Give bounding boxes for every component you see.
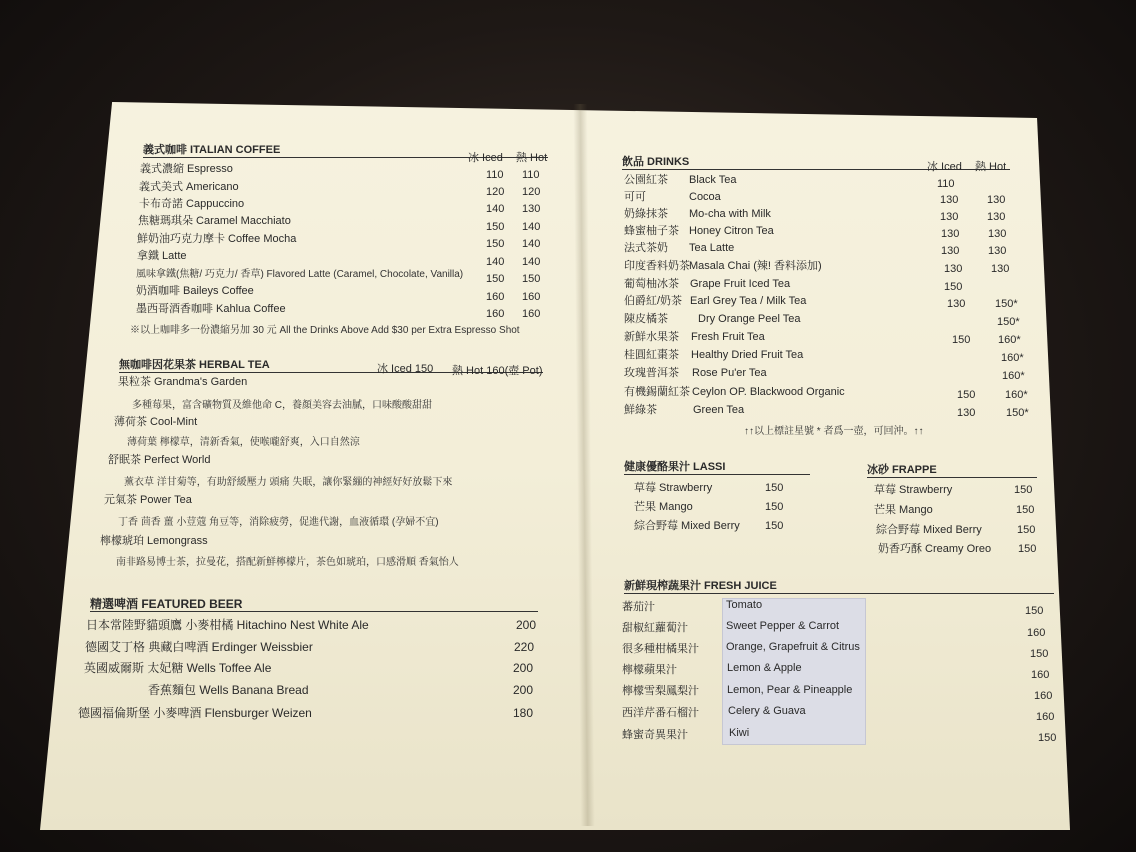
coffee-item-name: 奶酒咖啡 Baileys Coffee bbox=[136, 285, 254, 297]
drink-hot: 130 bbox=[987, 211, 1006, 223]
coffee-item-hot: 160 bbox=[522, 291, 541, 303]
herbal-tea-name: 舒眠茶 Perfect World bbox=[108, 454, 211, 466]
drink-hot: 160* bbox=[1002, 370, 1025, 382]
drink-hot: 150* bbox=[1006, 407, 1029, 419]
beer-item-name: 日本常陸野貓頭鷹 小麥柑橘 Hitachino Nest White Ale bbox=[86, 618, 369, 632]
lassi-item-price: 150 bbox=[765, 501, 784, 513]
drink-hot: 160* bbox=[1001, 352, 1024, 364]
fresh-juice-title: 新鮮現榨蔬果汁 FRESH JUICE bbox=[624, 579, 1054, 594]
drink-en: Honey Citron Tea bbox=[689, 225, 774, 237]
drink-zh: 新鮮水果茶 bbox=[624, 331, 679, 343]
drink-iced: 150 bbox=[957, 389, 976, 401]
coffee-item-name: 義式濃縮 Espresso bbox=[140, 163, 233, 175]
juice-zh: 西洋芹番石榴汁 bbox=[622, 707, 699, 719]
drink-iced: 130 bbox=[944, 263, 963, 275]
herbal-tea-title: 無咖啡因花果茶 HERBAL TEA bbox=[119, 358, 543, 373]
drink-zh: 印度香料奶茶 bbox=[624, 260, 690, 272]
juice-price: 150 bbox=[1038, 732, 1057, 744]
frappe-item-name: 綜合野莓 Mixed Berry bbox=[876, 524, 982, 536]
beer-item-price: 180 bbox=[513, 706, 534, 720]
juice-price: 160 bbox=[1027, 627, 1046, 639]
drink-zh: 法式茶奶 bbox=[624, 242, 668, 254]
beer-item-name: 德國艾丁格 典藏白啤酒 Erdinger Weissbier bbox=[85, 640, 313, 654]
drink-zh: 蜂蜜柚子茶 bbox=[624, 225, 679, 237]
herbal-tea-name: 檸檬琥珀 Lemongrass bbox=[100, 535, 208, 547]
juice-en: Celery & Guava bbox=[728, 705, 806, 717]
drink-zh: 葡萄柚冰茶 bbox=[624, 278, 679, 290]
coffee-item-iced: 110 bbox=[486, 169, 504, 181]
herbal-tea-price-hot: 熱 Hot 160(壺 Pot) bbox=[452, 365, 543, 377]
beer-item-price: 200 bbox=[513, 661, 534, 675]
juice-zh: 很多種柑橘果汁 bbox=[622, 643, 699, 655]
coffee-item-hot: 140 bbox=[522, 256, 541, 268]
herbal-tea-desc: 薰衣草 洋甘菊等，有助舒緩壓力 頭痛 失眠，讓你緊繃的神經好好放鬆下來 bbox=[124, 477, 453, 488]
drink-iced: 130 bbox=[941, 228, 960, 240]
drink-iced: 110 bbox=[937, 178, 955, 190]
coffee-item-name: 卡布奇諾 Cappuccino bbox=[139, 198, 245, 210]
coffee-item-hot: 140 bbox=[522, 221, 541, 233]
drink-zh: 奶綠抹茶 bbox=[624, 208, 668, 220]
coffee-item-name: 墨西哥酒香咖啡 Kahlua Coffee bbox=[136, 303, 286, 315]
coffee-item-iced: 160 bbox=[486, 308, 505, 320]
drink-hot: 150* bbox=[995, 298, 1018, 310]
drink-hot: 130 bbox=[988, 228, 1007, 240]
drink-en: Earl Grey Tea / Milk Tea bbox=[690, 295, 807, 307]
drink-zh: 陳皮橘茶 bbox=[624, 313, 668, 325]
juice-en: Lemon & Apple bbox=[727, 662, 802, 674]
drink-hot: 160* bbox=[1005, 389, 1028, 401]
drink-hot: 160* bbox=[998, 334, 1021, 346]
beer-item-price: 200 bbox=[516, 618, 537, 632]
juice-zh: 甜椒紅蘿蔔汁 bbox=[622, 622, 688, 634]
coffee-item-iced: 120 bbox=[486, 186, 505, 198]
drink-en: Dry Orange Peel Tea bbox=[698, 313, 801, 325]
drink-hot: 150* bbox=[997, 316, 1020, 328]
juice-price: 160 bbox=[1036, 711, 1055, 723]
herbal-tea-name: 元氣茶 Power Tea bbox=[104, 494, 192, 506]
juice-price: 160 bbox=[1034, 690, 1053, 702]
beer-item-price: 220 bbox=[514, 640, 535, 654]
juice-en: Lemon, Pear & Pineapple bbox=[727, 684, 853, 696]
drink-zh: 可可 bbox=[624, 191, 646, 203]
drink-en: Mo-cha with Milk bbox=[689, 208, 771, 220]
herbal-tea-name: 薄荷茶 Cool-Mint bbox=[114, 416, 198, 428]
beer-item-price: 200 bbox=[513, 683, 534, 697]
coffee-item-iced: 150 bbox=[486, 273, 505, 285]
drink-en: Fresh Fruit Tea bbox=[691, 331, 765, 343]
frappe-item-price: 150 bbox=[1018, 543, 1037, 555]
coffee-item-iced: 140 bbox=[486, 256, 505, 268]
coffee-item-hot: 150 bbox=[522, 273, 541, 285]
herbal-tea-desc: 南非路易博士茶，拉曼花，搭配新鮮檸檬片，茶色如琥珀，口感滑順 香氣怡人 bbox=[116, 557, 459, 568]
drink-zh: 鮮綠茶 bbox=[624, 404, 657, 416]
drink-en: Rose Pu'er Tea bbox=[692, 367, 767, 379]
drink-en: Green Tea bbox=[693, 404, 745, 416]
drink-en: Black Tea bbox=[689, 174, 737, 186]
coffee-item-name: 焦糖瑪琪朵 Caramel Macchiato bbox=[138, 215, 291, 227]
drink-zh: 公園紅茶 bbox=[624, 174, 668, 186]
frappe-item-price: 150 bbox=[1017, 524, 1036, 536]
coffee-item-hot: 110 bbox=[522, 169, 540, 181]
coffee-item-hot: 160 bbox=[522, 308, 541, 320]
drink-en: Ceylon OP. Blackwood Organic bbox=[692, 386, 845, 398]
frappe-item-price: 150 bbox=[1016, 504, 1035, 516]
drink-iced: 130 bbox=[940, 211, 959, 223]
italian-coffee-title: 義式咖啡 ITALIAN COFFEE bbox=[143, 143, 548, 158]
lassi-item-price: 150 bbox=[765, 520, 784, 532]
drink-en: Cocoa bbox=[689, 191, 721, 203]
drink-iced: 150 bbox=[944, 281, 963, 293]
drink-iced: 130 bbox=[940, 194, 959, 206]
juice-zh: 檸檬雪梨鳳梨汁 bbox=[622, 685, 699, 697]
drink-hot: 130 bbox=[987, 194, 1006, 206]
juice-en: Sweet Pepper & Carrot bbox=[726, 620, 840, 632]
frappe-item-name: 奶香巧酥 Creamy Oreo bbox=[878, 543, 992, 555]
drink-en: Grape Fruit Iced Tea bbox=[690, 278, 791, 290]
lassi-item-name: 綜合野莓 Mixed Berry bbox=[634, 520, 740, 532]
coffee-item-name: 風味拿鐵(焦糖/ 巧克力/ 香草) Flavored Latte (Caramel, Chocolate, Vanilla) bbox=[136, 269, 464, 280]
frappe-item-name: 草莓 Strawberry bbox=[874, 484, 953, 496]
juice-en: Kiwi bbox=[729, 727, 750, 739]
herbal-tea-desc: 多種莓果，富含礦物質及維他命 C，養顏美容去油膩，口味酸酸甜甜 bbox=[132, 400, 432, 411]
beer-item-name: 香蕉麵包 Wells Banana Bread bbox=[148, 683, 309, 697]
juice-zh: 蜂蜜奇異果汁 bbox=[622, 729, 688, 741]
drinks-col-iced: 冰 Iced bbox=[927, 161, 962, 173]
drinks-title: 飲品 DRINKS bbox=[622, 155, 1010, 170]
italian-coffee-col-hot: 熱 Hot bbox=[516, 152, 548, 164]
coffee-item-name: 義式美式 Americano bbox=[139, 181, 239, 193]
drink-en: Masala Chai (辣! 香料添加) bbox=[689, 260, 822, 272]
coffee-item-name: 鮮奶油巧克力摩卡 Coffee Mocha bbox=[137, 233, 297, 245]
coffee-item-iced: 160 bbox=[486, 291, 505, 303]
coffee-note: ※以上咖啡多一份濃縮另加 30 元 All the Drinks Above Add $30 per Extra Espresso Shot bbox=[130, 325, 520, 336]
drink-iced: 130 bbox=[947, 298, 966, 310]
drink-zh: 玫瑰普洱茶 bbox=[624, 367, 679, 379]
beer-item-name: 英國威爾斯 太妃糖 Wells Toffee Ale bbox=[84, 661, 272, 675]
coffee-item-hot: 130 bbox=[522, 203, 541, 215]
drink-en: Tea Latte bbox=[689, 242, 735, 254]
coffee-item-hot: 140 bbox=[522, 238, 541, 250]
coffee-item-iced: 150 bbox=[486, 221, 505, 233]
lassi-title: 健康優酪果汁 LASSI bbox=[624, 460, 810, 475]
coffee-item-hot: 120 bbox=[522, 186, 541, 198]
herbal-tea-price-iced: 冰 Iced 150 bbox=[377, 363, 434, 375]
juice-zh: 蕃茄汁 bbox=[622, 601, 655, 613]
frappe-title: 冰砂 FRAPPE bbox=[867, 463, 1037, 478]
juice-en: Orange, Grapefruit & Citrus bbox=[726, 641, 860, 653]
coffee-item-name: 拿鐵 Latte bbox=[137, 250, 187, 262]
herbal-tea-desc: 薄荷葉 檸檬草，清新香氣，使喉嚨舒爽，入口自然涼 bbox=[127, 437, 360, 448]
featured-beer-title: 精選啤酒 FEATURED BEER bbox=[90, 597, 538, 612]
herbal-tea-name: 果粒茶 Grandma's Garden bbox=[118, 376, 248, 388]
coffee-item-iced: 140 bbox=[486, 203, 505, 215]
frappe-item-name: 芒果 Mango bbox=[874, 504, 933, 516]
drinks-note: ↑↑以上標註星號 * 者爲一壺，可回沖。↑↑ bbox=[744, 426, 924, 437]
drink-zh: 桂圓紅棗茶 bbox=[624, 349, 679, 361]
juice-price: 150 bbox=[1030, 648, 1049, 660]
italian-coffee-col-iced: 冰 Iced bbox=[468, 152, 503, 164]
beer-item-name: 德國福倫斯堡 小麥啤酒 Flensburger Weizen bbox=[78, 706, 312, 720]
juice-zh: 檸檬蘋果汁 bbox=[622, 664, 677, 676]
drink-zh: 伯爵紅/奶茶 bbox=[624, 295, 683, 307]
drink-iced: 130 bbox=[957, 407, 976, 419]
frappe-item-price: 150 bbox=[1014, 484, 1033, 496]
drink-hot: 130 bbox=[988, 245, 1007, 257]
lassi-item-name: 草莓 Strawberry bbox=[634, 482, 713, 494]
drink-iced: 130 bbox=[941, 245, 960, 257]
drink-hot: 130 bbox=[991, 263, 1010, 275]
juice-price: 150 bbox=[1025, 605, 1044, 617]
drink-en: Healthy Dried Fruit Tea bbox=[691, 349, 804, 361]
coffee-item-iced: 150 bbox=[486, 238, 505, 250]
drink-zh: 有機錫蘭紅茶 bbox=[624, 386, 690, 398]
herbal-tea-desc: 丁香 茴香 薑 小荳蔻 角豆等，消除疲勞，促進代謝，血液循環 (孕婦不宜) bbox=[118, 517, 439, 528]
juice-price: 160 bbox=[1031, 669, 1050, 681]
juice-en: Tomato bbox=[726, 599, 763, 611]
lassi-item-price: 150 bbox=[765, 482, 784, 494]
drinks-col-hot: 熱 Hot bbox=[975, 161, 1007, 173]
drink-iced: 150 bbox=[952, 334, 971, 346]
lassi-item-name: 芒果 Mango bbox=[634, 501, 693, 513]
